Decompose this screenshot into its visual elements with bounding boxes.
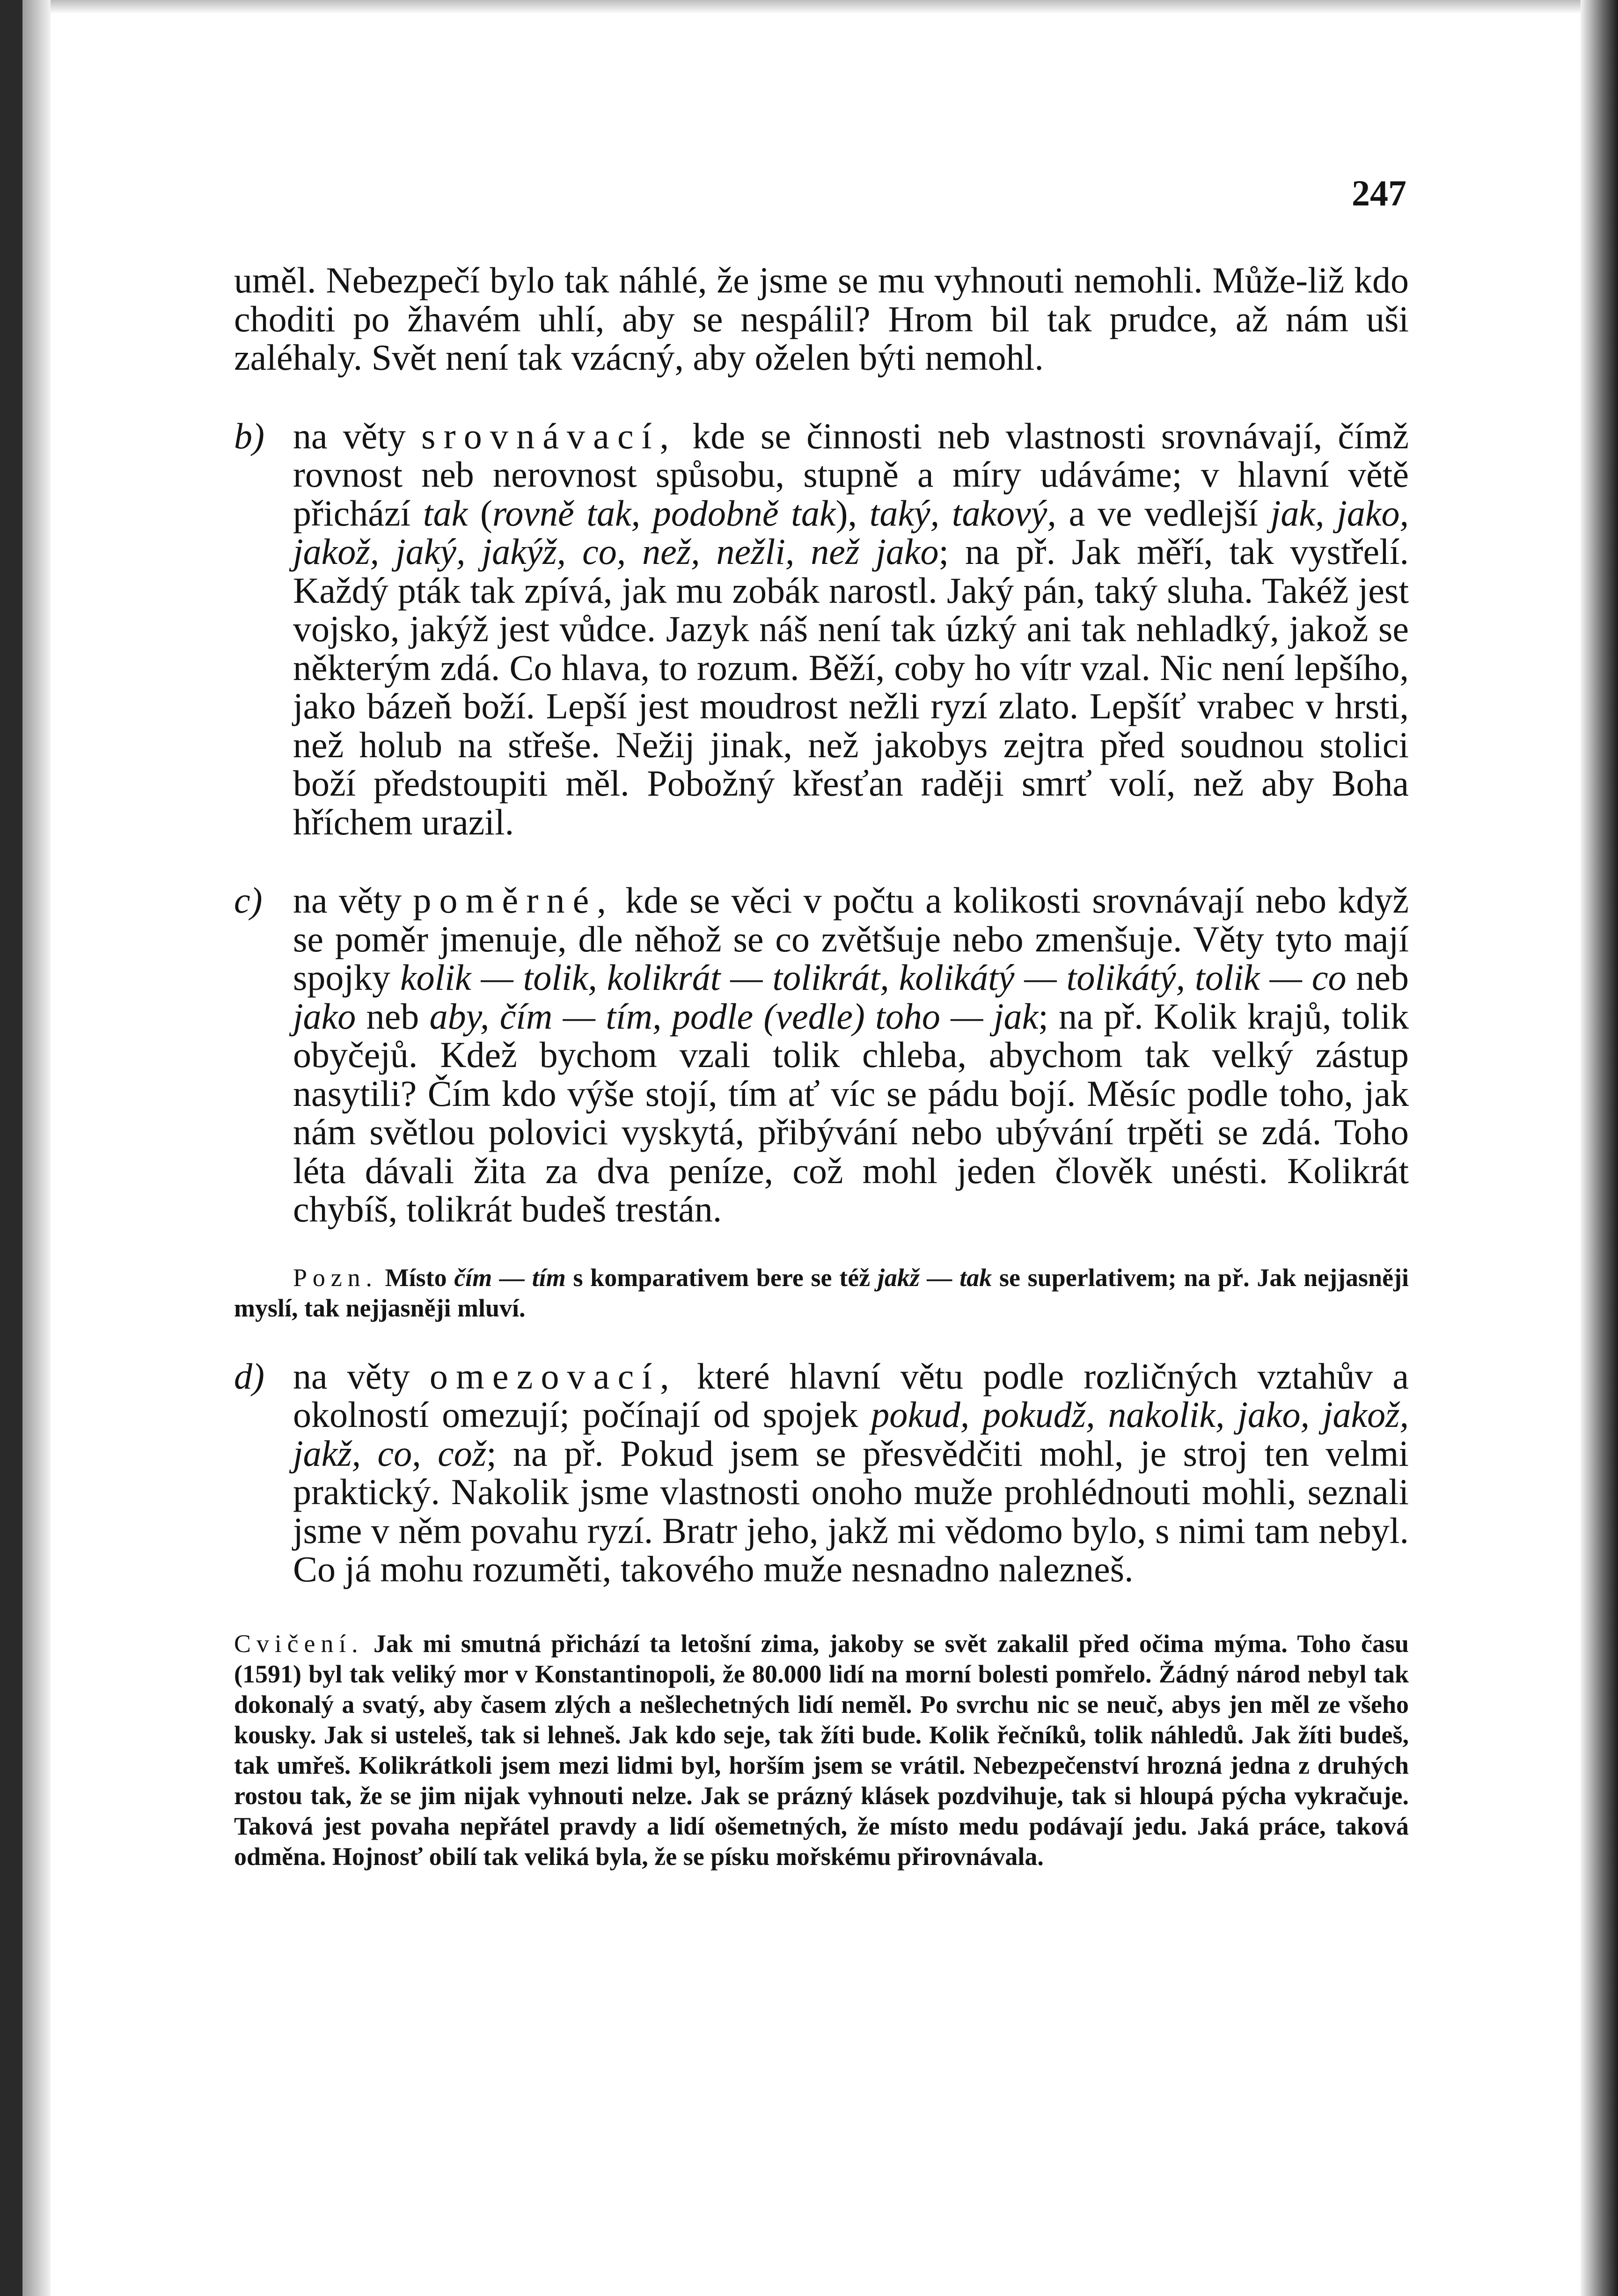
term: omezovací, [429,1355,677,1397]
exercise-paragraph: Cvičení. Jak mi smutná přichází ta letošní zima, jakoby se svět zakalil před očima mýma. Toho času (1591) byl tak veliký mor v Konstantinopoli, že 80.000 lidí na morní bolesti pomřelo. Žádný národ nebyl tak dokonalý a svatý, aby časem zlých a nešlechetných lidí neměl. Po svrchu nic se neuč, abys jen měl ze všeho kousky. Jak si usteleš, tak si lehneš. Jak kdo seje, tak žíti bude. Kolik řečníků, tolik náhledů. Jak žíti budeš, tak umřeš. Kolikrátkoli jsem mezi lidmi byl, horším jsem se vrátil. Nebezpečenství hrozná jedna z druhých rostou tak, že se jim nijak vyhnouti nelze. Jak se prázný klásek pozdvihuje, tak si hloupá pýcha vykračuje. Taková jest povaha nepřátel pravdy a lidí ošemetných, že místo medu podávají jedu. Jaká práce, taková odměna. Hojnosť obilí tak veliká byla, že se písku mořskému přirovnávala. [234,1629,1409,1871]
note-pozn: Pozn. Místo čím — tím s komparativem bere se též jakž — tak se superlativem; na př. Jak nejjasněji myslí, tak nejjasněji mluví. [234,1263,1409,1322]
term: srovnávací, [421,415,677,456]
term: poměrné, [413,880,615,921]
section-label: c) [234,880,263,921]
page-body [234,261,1409,1872]
scan-top-shadow [0,0,1618,14]
section-c: c) na věty poměrné, kde se věci v počtu a kolikosti srovnávají nebo když se poměr jmenuje, dle něhož se co zvětšuje nebo zmenšuje. Věty tyto mají spojky kolik — tolik, kolikrát — tolikrát, kolikátý — tolikátý, tolik — co neb jako neb aby, čím — tím, podle (vedle) toho — jak; na př. Kolik krajů, tolik obyčejů. Kdež bychom vzali tolik chleba, abychom tak velký zástup nasytili? Čím kdo výše stojí, tím ať víc se pádu bojí. Měsíc podle toho, jak nám světlou polovici vyskytá, přibývání nebo ubývání trpěti se zdá. Toho léta dávali žita za dva peníze, což mohl jeden člověk unésti. Kolikrát chybíš, tolikrát budeš trestán. [234,880,1409,1229]
section-label: d) [234,1355,264,1397]
page-number: 247 [1352,173,1406,213]
scan-right-edge [1581,0,1618,2296]
scan-left-edge [0,0,22,2296]
intro-paragraph: uměl. Nebezpečí bylo tak náhlé, že jsme se mu vyhnouti nemohli. Může-liž kdo choditi po žhavém uhlí, aby se nespálil? Hrom bil tak prudce, až nám uši zaléhaly. Svět není tak vzácný, aby oželen býti nemohl. [234,260,1409,378]
scan-left-shadow [22,0,51,2296]
section-label: b) [234,415,264,456]
section-b: b) na věty srovnávací, kde se činnosti neb vlastnosti srovnávají, čímž rovnost neb nerovnost spůsobu, stupně a míry udáváme; v hlavní větě přichází tak (rovně tak, podobně tak), taký, takový, a ve vedlejší jak, jako, jakož, jaký, jakýž, co, než, nežli, než jako; na př. Jak měří, tak vystřelí. Každý pták tak zpívá, jak mu zobák narostl. Jaký pán, taký sluha. Takéž jest vojsko, jakýž jest vůdce. Jazyk náš není tak úzký ani tak nehladký, jakož se některým zdá. Co hlava, to rozum. Běží, coby ho vítr vzal. Nic není lepšího, jako bázeň boží. Lepší jest moudrost nežli ryzí zlato. Lepšíť vrabec v hrsti, než holub na střeše. Nežij jinak, než jakobys zejtra před soudnou stolici boží předstoupiti měl. Pobožný křesťan raději smrť volí, než aby Boha hříchem urazil. [234,415,1409,842]
section-d: d) na věty omezovací, které hlavní větu podle rozličných vztahův a okolností omezují; počínají od spojek pokud, pokudž, nakolik, jako, jakož, jakž, co, což; na př. Pokud jsem se přesvědčiti mohl, je stroj ten velmi praktický. Nakolik jsme vlastnosti onoho muže prohlédnouti mohli, seznali jsme v něm povahu ryzí. Bratr jeho, jakž mi vědomo bylo, s nimi tam nebyl. Co já mohu rozuměti, takového muže nesnadno nalezneš. [234,1355,1409,1589]
note-label: Pozn. [293,1263,378,1292]
exercise-label: Cvičení. [234,1629,364,1658]
